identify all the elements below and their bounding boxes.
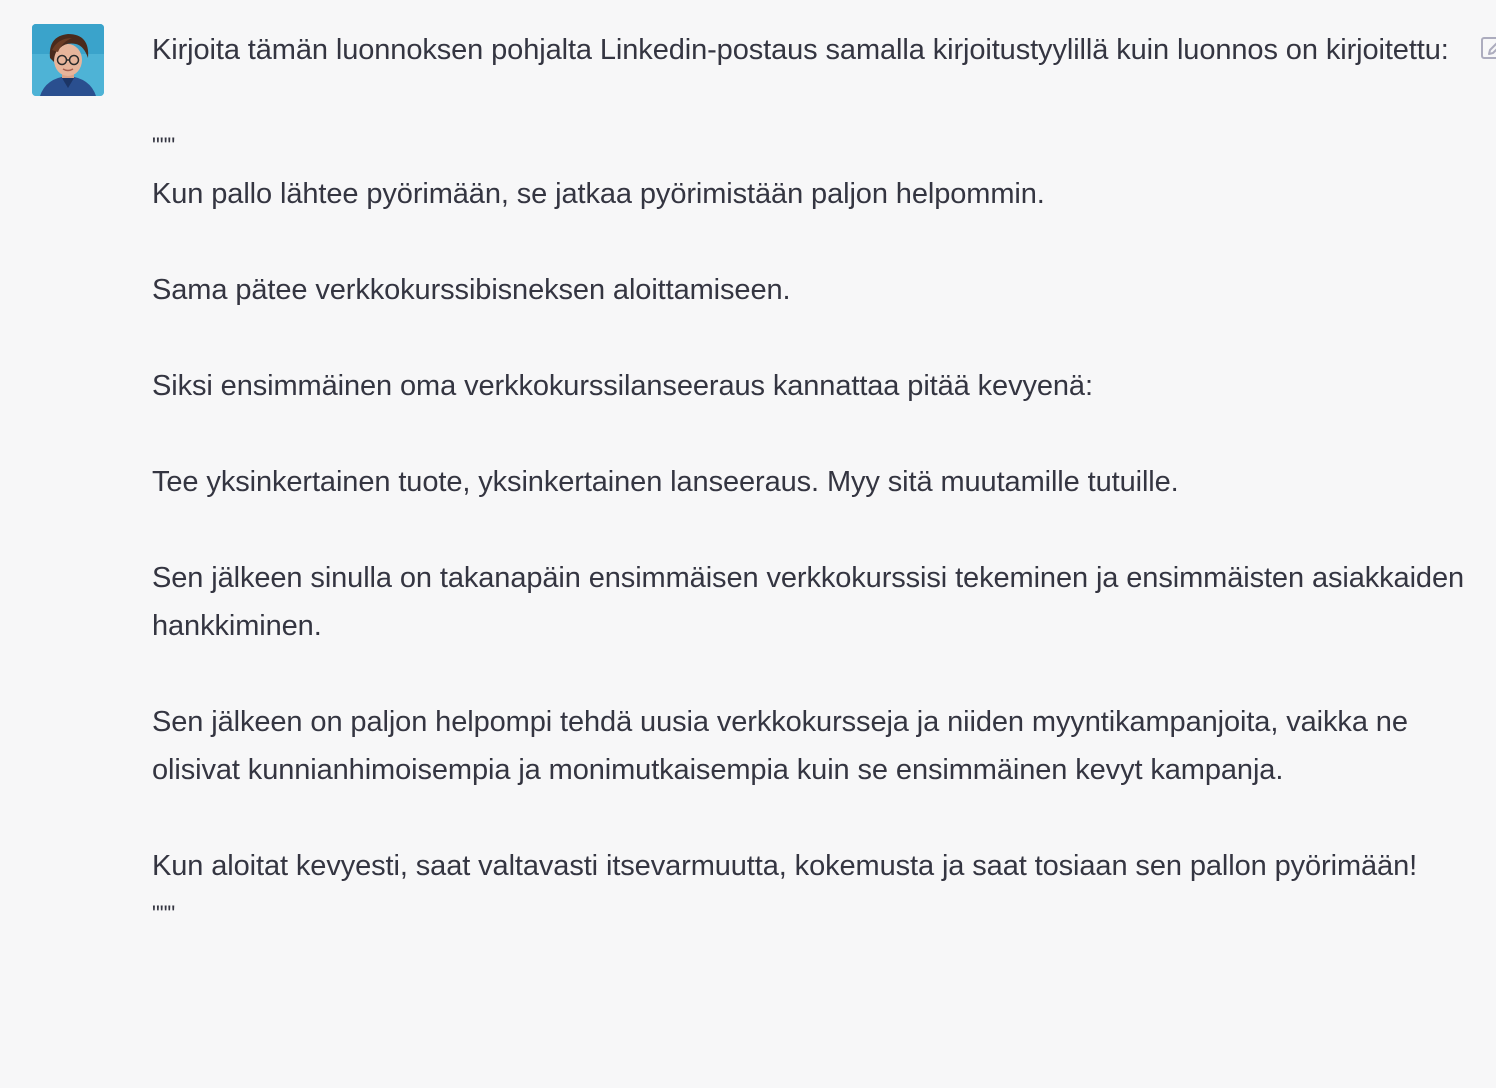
draft-paragraph: Sen jälkeen on paljon helpompi tehdä uusia verkkokursseja ja niiden myyntikampanjoita, vaikka ne olisivat kunnianhimoisempia ja monimutkaisempia kuin se ensimmäinen kevyt kampanja. bbox=[152, 706, 1416, 786]
draft-paragraph: Siksi ensimmäinen oma verkkokurssilanseeraus kannattaa pitää kevyenä: bbox=[152, 370, 1093, 402]
quote-close: """ bbox=[152, 901, 176, 926]
draft-paragraph: Tee yksinkertainen tuote, yksinkertainen lanseeraus. Myy sitä muutamille tutuille. bbox=[152, 466, 1179, 498]
draft-paragraph: Kun aloitat kevyesti, saat valtavasti itsevarmuutta, kokemusta ja saat tosiaan sen pallon pyörimään! bbox=[152, 850, 1418, 882]
draft-paragraph: Sama pätee verkkokurssibisneksen aloittamiseen. bbox=[152, 274, 791, 306]
draft-paragraph: Kun pallo lähtee pyörimään, se jatkaa pyörimistään paljon helpommin. bbox=[152, 178, 1045, 210]
prompt-text: Kirjoita tämän luonnoksen pohjalta Linkedin-postaus samalla kirjoitustyylillä kuin luonnos on kirjoitettu: bbox=[152, 34, 1449, 66]
draft-paragraph: Sen jälkeen sinulla on takanapäin ensimmäisen verkkokurssisi tekeminen ja ensimmäisten asiakkaiden hankkiminen. bbox=[152, 562, 1472, 642]
message-content bbox=[152, 26, 1472, 938]
quote-open: """ bbox=[152, 133, 176, 158]
user-avatar bbox=[32, 24, 104, 96]
edit-icon[interactable] bbox=[1480, 34, 1496, 62]
avatar-icon bbox=[32, 24, 104, 96]
